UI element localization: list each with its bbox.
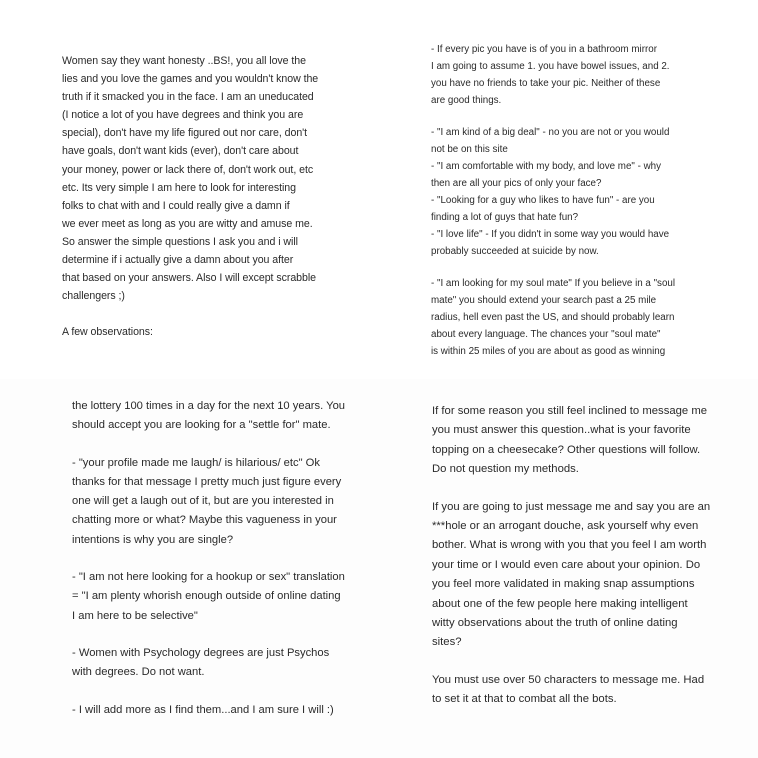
message-character-limit: You must use over 50 characters to message me. Had to set it at that to combat all the bots.	[432, 673, 705, 706]
observation-soul-mate: - "I am looking for my soul mate" If you believe in a "soul mate" you should extend your search past a 25 mile radius, hell even past the US, and should probably learn about every language. The chances your "soul mate" is within 25 miles of you are about as good as winning	[431, 278, 676, 357]
observation-psychology: - Women with Psychology degrees are just Psychos with degrees. Do not want.	[72, 646, 330, 679]
observation-bathroom-mirror: - If every pic you have is of you in a bathroom mirror I am going to assume 1. you have bowel issues, and 2. you have no friends to take your pic. Neither of these are good things.	[431, 44, 670, 106]
observation-add-more: - I will add more as I find them...and I am sure I will :)	[72, 703, 334, 716]
message-cheesecake: If for some reason you still feel inclined to message me you must answer this question..what is your favorite topping on a cheesecake? Other questions will follow. Do not question my methods.	[432, 405, 708, 476]
messaging-text	[432, 402, 732, 710]
panel-bottom-left	[0, 379, 379, 758]
observations-text-1	[431, 41, 713, 358]
observation-quotes-list: - "I am kind of a big deal" - no you are not or you would not be on this site - "I am comfortable with my body, and love me" - why then are all your pics of only your face? - "Looking for a guy who likes to have fun" - are you finding a lot of guys that hate fun? - "I love life" - If you didn't in some way you would have probably succeeded at suicide by now.	[431, 127, 670, 257]
observations-text-2	[72, 397, 364, 720]
intro-text	[62, 52, 352, 341]
intro-paragraph: Women say they want honesty ..BS!, you all love the lies and you love the games and you wouldn't know the truth if it smacked you in the face. I am an uneducated (I notice a lot of you have degrees and think you are special), don't have my life figured out nor care, don't have goals, don't want kids (ever), don't care about your money, power or lack there of, don't work out, etc etc. Its very simple I am here to look for interesting folks to chat with and I could really give a damn if we ever meet as long as you are witty and amuse me. So answer the simple questions I ask you and i will determine if i actually give a damn about you after that based on your answers. Also I will except scrabble challengers ;)	[62, 55, 319, 303]
panel-top-right	[379, 0, 758, 379]
observations-heading: A few observations:	[62, 326, 153, 339]
observation-hookup: - "I am not here looking for a hookup or sex" translation = "I am plenty whorish enough outside of online dating I am here to be selective"	[72, 571, 345, 622]
panel-bottom-right	[379, 379, 758, 758]
panel-top-right-clip	[379, 0, 758, 358]
panel-top-left	[0, 0, 379, 379]
observation-profile-laugh: - "your profile made me laugh/ is hilarious/ etc" Ok thanks for that message I pretty much just figure every one will get a laugh out of it, but are you interested in chatting more or what? Maybe this vagueness in your intentions is why you are single?	[72, 456, 342, 546]
message-arrogant: If you are going to just message me and say you are an ***hole or an arrogant douche, ask yourself why even bother. What is wrong with you that you feel I am worth your time or I would even care about your opinion. Do you feel more validated in making snap assumptions about one of the few people here making intelligent witty observations about the truth of online dating sites?	[432, 500, 711, 649]
observation-lottery: the lottery 100 times in a day for the next 10 years. You should accept you are looking for a "settle for" mate.	[72, 400, 346, 432]
